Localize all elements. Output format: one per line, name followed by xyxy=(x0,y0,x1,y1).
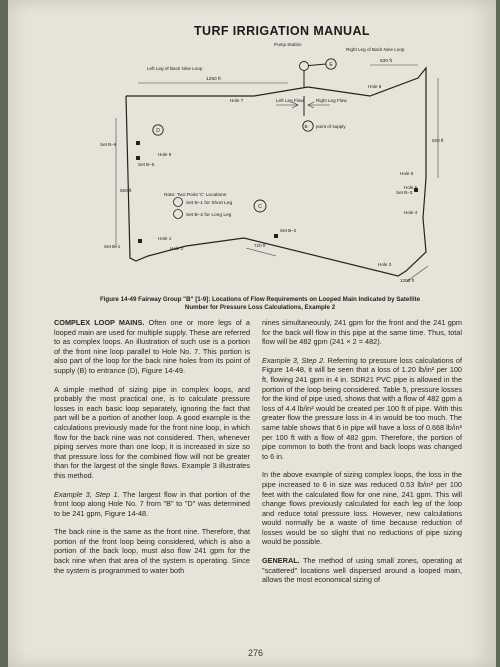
step-2-label: Example 3, Step 2. xyxy=(262,355,326,365)
sat-b1-marker xyxy=(138,239,142,243)
label-pump-station: Pump Station xyxy=(274,42,302,47)
label-left-leg-back: Left Leg of Back Nine Loop xyxy=(147,66,203,71)
right-column xyxy=(262,318,462,594)
page-number: 276 xyxy=(248,648,264,658)
dim-720 xyxy=(246,248,276,256)
label-dist-1250: 1250 ft xyxy=(206,77,221,82)
letter-e: E xyxy=(329,62,333,68)
letter-c: C xyxy=(258,204,262,210)
paragraph-step2 xyxy=(262,356,462,462)
paragraph-method: A simple method of sizing pipe in complex loops, and probably the most practical one, is to calculate pressure losses in each basic loop separately, ignoring the fact that part will be a portion of another loop. A good example is the calculations previously made for the front nine loop, in which flow for the back nine was not considered. Then, whenever piping serves more than one loop, it is increased in size so that pressure loss for the combined flow will not be greater than for the largest of the single flows. Example 3 illustrates this method. xyxy=(54,384,250,480)
label-hole-1: Hole 1 xyxy=(158,236,172,241)
label-set-b6: Set B–6 xyxy=(100,142,117,147)
label-hole-9: Hole 9 xyxy=(158,152,172,157)
figure-caption: Figure 14-49 Fairway Group "B" [1-9]: Locations of Flow Requirements on Looped Main Indicated by Satellite Number for Pressure Loss Calculations, Example 2 xyxy=(99,296,421,312)
sat-b6-marker xyxy=(136,141,140,145)
label-hole-5: Hole 5 xyxy=(404,185,418,190)
label-hole-8: Hole 8 xyxy=(368,84,382,89)
paragraph-nines: nines simultaneously, 241 gpm for the front and the 241 gpm for the back will flow in this pipe at the same time. Thus, total flow will be 482 gpm (241 × 2 = 482). xyxy=(262,318,462,347)
label-set-b2: Set B–2 xyxy=(280,228,297,233)
step-1-label: Example 3, Step 1. xyxy=(54,489,120,499)
paragraph-back-nine: The back nine is the same as the front nine. Therefore, that portion of the front loop being considered, which is also a portion of the back loop, must also flow 241 gpm for the back nine when that area of the system is operating. Since the system is programmed to water both xyxy=(54,527,250,575)
sat-b5-marker xyxy=(136,156,140,160)
label-dist-620: 620 ft xyxy=(432,138,444,143)
paragraph-text: The method of using small zones, operating at "scattered" locations well dispersed around a looped main, allows the most economical sizing of xyxy=(262,556,462,585)
note-line-2: Set B–1 for Short Leg xyxy=(186,201,233,206)
paragraph-text: The largest flow in that portion of the front loop along Hole No. 7 from "B" to "D" was determined to be 241 gpm, Figure 14-48. xyxy=(54,489,250,518)
note-line-3: Set B–2 for Long Leg xyxy=(186,213,232,218)
book-page xyxy=(8,0,496,667)
running-title: TURF IRRIGATION MANUAL xyxy=(194,24,370,38)
pump-station-marker xyxy=(300,62,309,71)
paragraph-text: Referring to pressure loss calculations of Figure 14-48, it will be seen that a loss of 1.20 lb/in² per 100 ft, flowing 241 gpm in 4 in. SDR21 PVC pipe is allowed in the portion of the loop being considered. Table 5, pressure losses for the kind of pipe used, shows that with a flow of 482 gpm a loss of 4.4 lb/in² would be created per 100 ft of pipe. With this greater flow the pressure loss in 4 in would be too much. The same table shows that 6 in pipe will have a loss of 0.668 lb/in² per 100 ft with a flow of 482 gpm. Therefore, the portion of pipe common to both the front and back loops was changed to 6 in. xyxy=(262,355,462,461)
letter-b: B xyxy=(304,124,308,129)
label-hole-4: Hole 4 xyxy=(404,210,418,215)
letter-d: D xyxy=(156,128,160,134)
label-right-leg-flow: Right Leg Flow xyxy=(316,98,347,103)
paragraph-complex-loops xyxy=(54,318,250,376)
label-left-leg-flow: Left Leg Flow xyxy=(276,98,304,103)
paragraph-example-summary: In the above example of sizing complex loops, the loss in the pipe increased to 6 in size was reduced 0.53 lb/in² per 100 feet with the calculated flow for one nine, 241 gpm. This will change flows previously calculated for each leg of the loop and reduce total pressure loss. However, new calculations would normally be a waste of time because reduction of losses would be so slight that no reductions of pipe sizing would be possible. xyxy=(262,470,462,547)
label-dist-550: 550 ft xyxy=(120,188,132,193)
label-set-b3: Set B–3 xyxy=(396,190,413,195)
note-c-marker-2 xyxy=(174,210,183,219)
label-set-b1: Set B–1 xyxy=(104,244,121,249)
label-point-supply: point of supply xyxy=(316,124,346,129)
label-set-b5: Set B–5 xyxy=(138,162,155,167)
note-c-marker-1 xyxy=(174,198,183,207)
label-dist-1200: 1200 ft xyxy=(400,278,415,283)
label-dist-720: 720 ft xyxy=(254,243,266,248)
heading-complex-loops: COMPLEX LOOP MAINS. xyxy=(54,318,145,327)
label-hole-3: Hole 3 xyxy=(378,262,392,267)
note-line-1: Note: Two Point 'C' Locations xyxy=(164,193,227,198)
left-column xyxy=(54,318,250,584)
paragraph-step1 xyxy=(54,490,250,519)
loop-diagram xyxy=(8,38,496,300)
paragraph-general xyxy=(262,556,462,585)
label-hole-7: Hole 7 xyxy=(230,98,244,103)
sat-b2-marker xyxy=(274,234,278,238)
label-right-leg-back: Right Leg of Back Nine Loop xyxy=(346,47,405,52)
label-hole-2: Hole 2 xyxy=(170,246,184,251)
heading-general: GENERAL. xyxy=(262,556,300,566)
label-dist-630: 630 ft xyxy=(380,59,393,64)
label-hole-6: Hole 6 xyxy=(400,171,414,176)
paragraph-text: Often one or more legs of a looped main are used for multiple supply. These are referred to as complex loops. An illustration of such use is a portion of the front nine loop parallel to Hole No. 7. This portion is also part of the loop for the back nine holes from its point of supply (B) to entrance (D), Figure 14-49. xyxy=(54,318,250,375)
